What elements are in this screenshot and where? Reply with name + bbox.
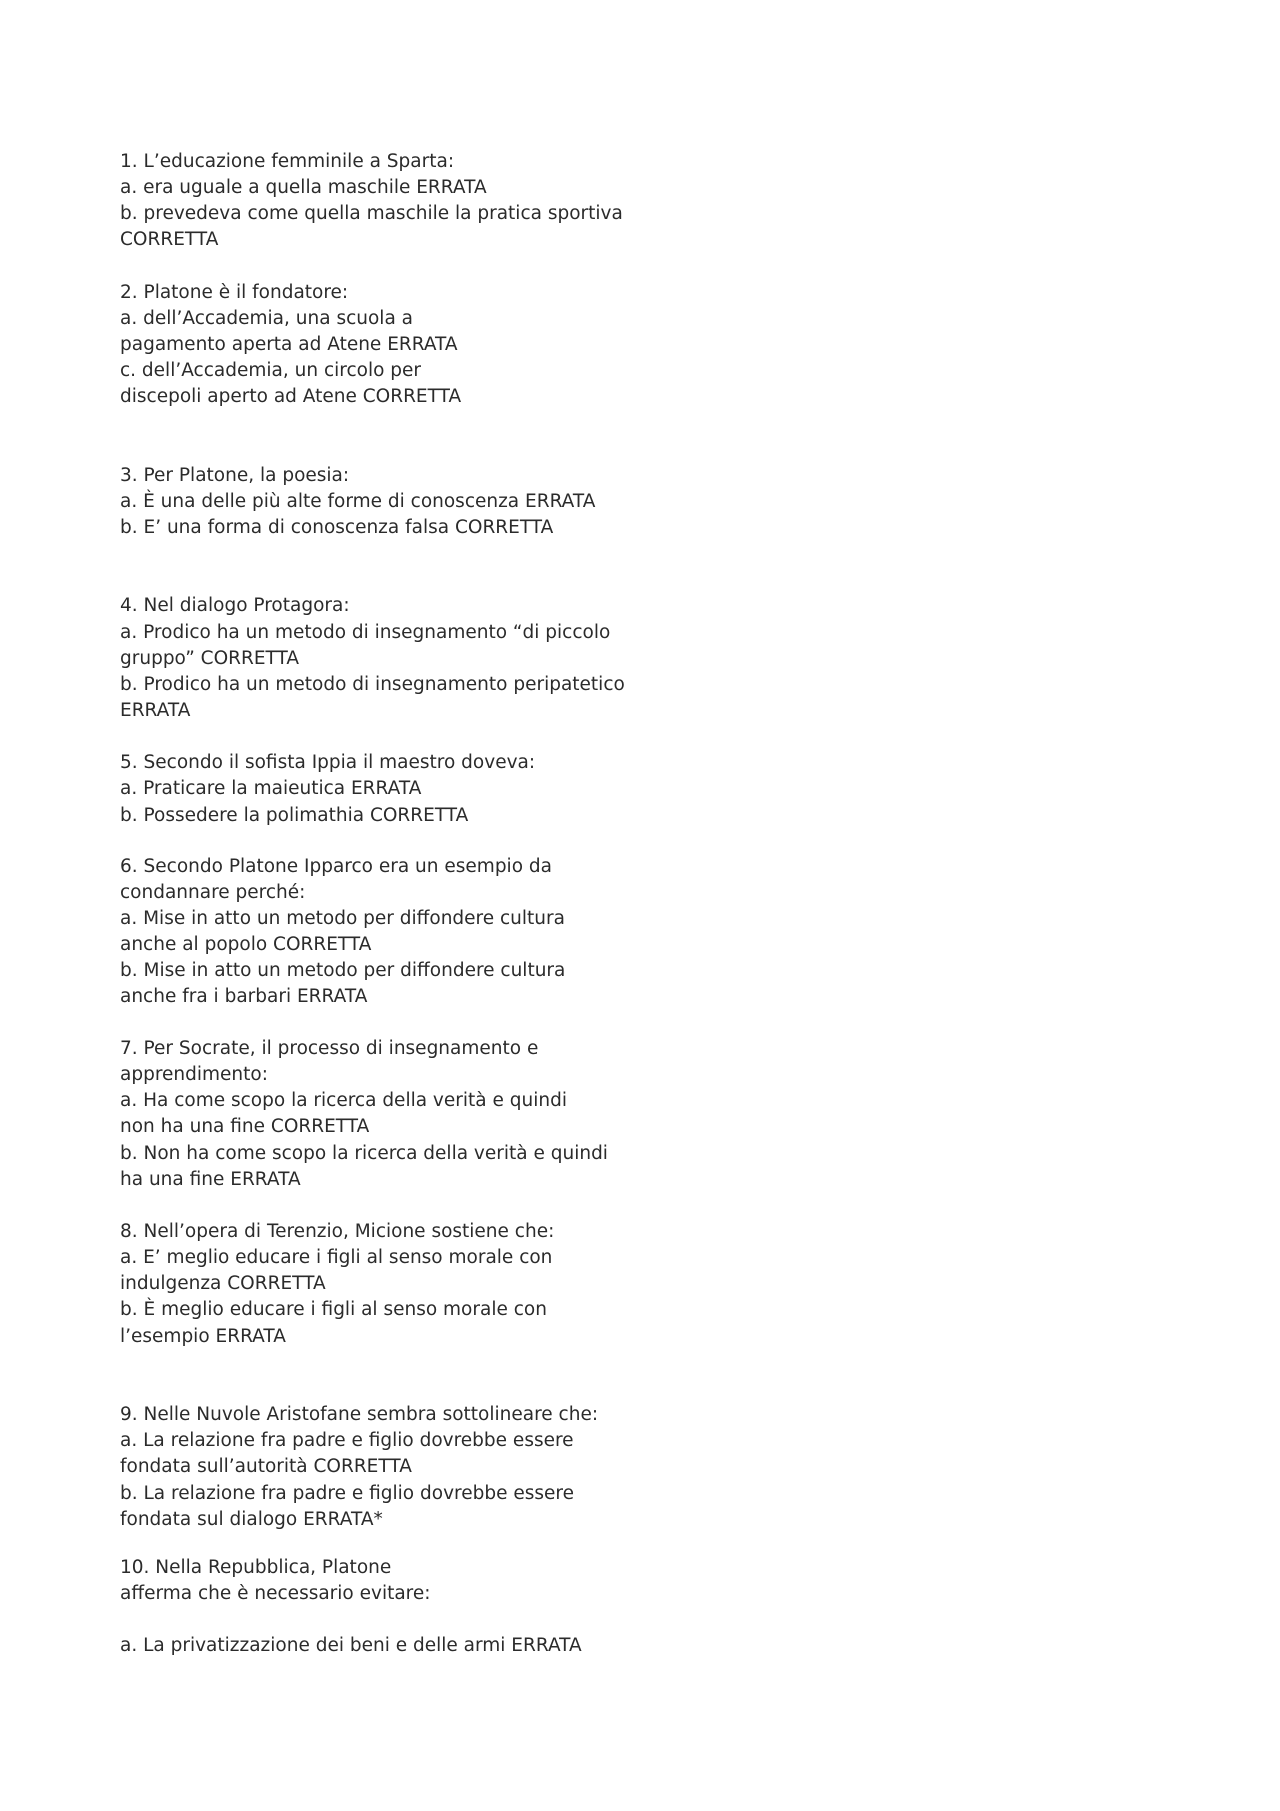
question-3-option-a: a. È una delle più alte forme di conoscenza ERRATA — [120, 491, 596, 512]
question-2-title: 2. Platone è il fondatore: — [120, 282, 349, 303]
question-8-option-b-cont: l’esempio ERRATA — [120, 1326, 286, 1347]
question-4-option-b-cont: ERRATA — [120, 700, 191, 721]
question-3-option-b: b. E’ una forma di conoscenza falsa CORRETTA — [120, 517, 554, 538]
question-9-option-b: b. La relazione fra padre e figlio dovrebbe essere — [120, 1483, 574, 1504]
question-1-option-a: a. era uguale a quella maschile ERRATA — [120, 177, 487, 198]
question-2-option-c: c. dell’Accademia, un circolo per — [120, 360, 422, 381]
question-2-option-c-cont: discepoli aperto ad Atene CORRETTA — [120, 386, 462, 407]
question-10-title-cont: afferma che è necessario evitare: — [120, 1583, 431, 1604]
question-8-option-a-cont: indulgenza CORRETTA — [120, 1273, 326, 1294]
question-2-option-a: a. dell’Accademia, una scuola a — [120, 308, 413, 329]
question-5-title: 5. Secondo il sofista Ippia il maestro doveva: — [120, 752, 536, 773]
question-6-title: 6. Secondo Platone Ipparco era un esempio da — [120, 856, 552, 877]
question-9-title: 9. Nelle Nuvole Aristofane sembra sottolineare che: — [120, 1404, 599, 1425]
question-7-title: 7. Per Socrate, il processo di insegnamento e — [120, 1038, 539, 1059]
question-8-option-b: b. È meglio educare i figli al senso morale con — [120, 1299, 547, 1320]
question-7-option-b-cont: ha una fine ERRATA — [120, 1169, 301, 1190]
question-3-title: 3. Per Platone, la poesia: — [120, 465, 350, 486]
question-9-option-a: a. La relazione fra padre e figlio dovrebbe essere — [120, 1430, 574, 1451]
question-4-option-a-cont: gruppo” CORRETTA — [120, 648, 300, 669]
question-2-option-a-cont: pagamento aperta ad Atene ERRATA — [120, 334, 458, 355]
question-4-title: 4. Nel dialogo Protagora: — [120, 595, 350, 616]
question-4-option-a: a. Prodico ha un metodo di insegnamento “di piccolo — [120, 622, 611, 643]
question-6-title-cont: condannare perché: — [120, 882, 306, 903]
question-9-option-a-cont: fondata sull’autorità CORRETTA — [120, 1456, 412, 1477]
question-10-title: 10. Nella Repubblica, Platone — [120, 1557, 392, 1578]
question-6-option-a: a. Mise in atto un metodo per diffondere cultura — [120, 908, 565, 929]
question-6-option-b: b. Mise in atto un metodo per diffondere cultura — [120, 960, 566, 981]
question-9-option-b-cont: fondata sul dialogo ERRATA* — [120, 1509, 383, 1530]
question-7-option-b: b. Non ha come scopo la ricerca della verità e quindi — [120, 1143, 608, 1164]
question-4-option-b: b. Prodico ha un metodo di insegnamento peripatetico — [120, 674, 625, 695]
question-8-option-a: a. E’ meglio educare i figli al senso morale con — [120, 1247, 553, 1268]
question-6-option-a-cont: anche al popolo CORRETTA — [120, 934, 372, 955]
question-8-title: 8. Nell’opera di Terenzio, Micione sostiene che: — [120, 1221, 555, 1242]
question-1-option-b-cont: CORRETTA — [120, 229, 219, 250]
question-5-option-a: a. Praticare la maieutica ERRATA — [120, 778, 422, 799]
question-7-option-a: a. Ha come scopo la ricerca della verità e quindi — [120, 1090, 567, 1111]
question-6-option-b-cont: anche fra i barbari ERRATA — [120, 986, 368, 1007]
question-7-option-a-cont: non ha una fine CORRETTA — [120, 1116, 370, 1137]
question-5-option-b: b. Possedere la polimathia CORRETTA — [120, 805, 469, 826]
question-1-option-b: b. prevedeva come quella maschile la pratica sportiva — [120, 203, 623, 224]
question-1-title: 1. L’educazione femminile a Sparta: — [120, 151, 455, 172]
question-10-option-a: a. La privatizzazione dei beni e delle armi ERRATA — [120, 1635, 582, 1656]
question-7-title-cont: apprendimento: — [120, 1064, 268, 1085]
